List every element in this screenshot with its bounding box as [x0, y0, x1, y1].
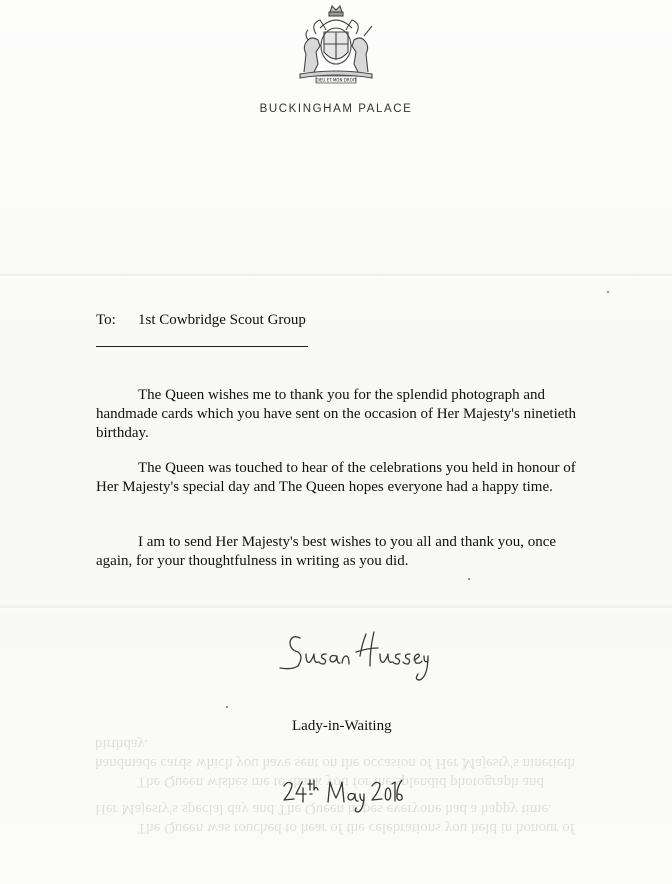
paper-fold [0, 272, 672, 280]
show-through-paragraph: The Queen was touched to hear of the celebrations you held in honour of Her Majesty's special day and The Queen hopes everyone had a happy time. [95, 801, 575, 836]
recipient-name: 1st Cowbridge Scout Group [138, 312, 306, 328]
paper-speck [607, 291, 609, 293]
paper-speck [468, 578, 470, 580]
body-paragraph: I am to send Her Majesty's best wishes to you all and thank you, once again, for your thoughtfulness in writing as you did. [96, 534, 557, 569]
paper-speck [226, 706, 228, 708]
royal-coat-of-arms-icon [290, 2, 382, 86]
letterhead-address: BUCKINGHAM PALACE [259, 103, 413, 115]
recipient-line [96, 312, 306, 329]
handwritten-signature [270, 626, 430, 692]
paper-fold [0, 604, 672, 612]
body-paragraph: The Queen was touched to hear of the celebrations you held in honour of Her Majesty's special day and The Queen hopes everyone had a happy time. [96, 460, 576, 495]
signatory-title: Lady-in-Waiting [292, 718, 392, 734]
crest-motto: DIEU ET MON DROIT [315, 77, 357, 83]
recipient-label: To: [96, 312, 116, 328]
show-through-paragraph: The Queen wishes me to thank you for the splendid photograph and handmade cards which you have sent on the occasion of Her Majesty's ninetieth birthday. [95, 736, 576, 790]
body-paragraph: The Queen wishes me to thank you for the splendid photograph and handmade cards which you have sent on the occasion of Her Majesty's ninetieth birthday. [96, 387, 577, 441]
recipient-underline [96, 346, 308, 347]
handwritten-date [278, 772, 404, 814]
